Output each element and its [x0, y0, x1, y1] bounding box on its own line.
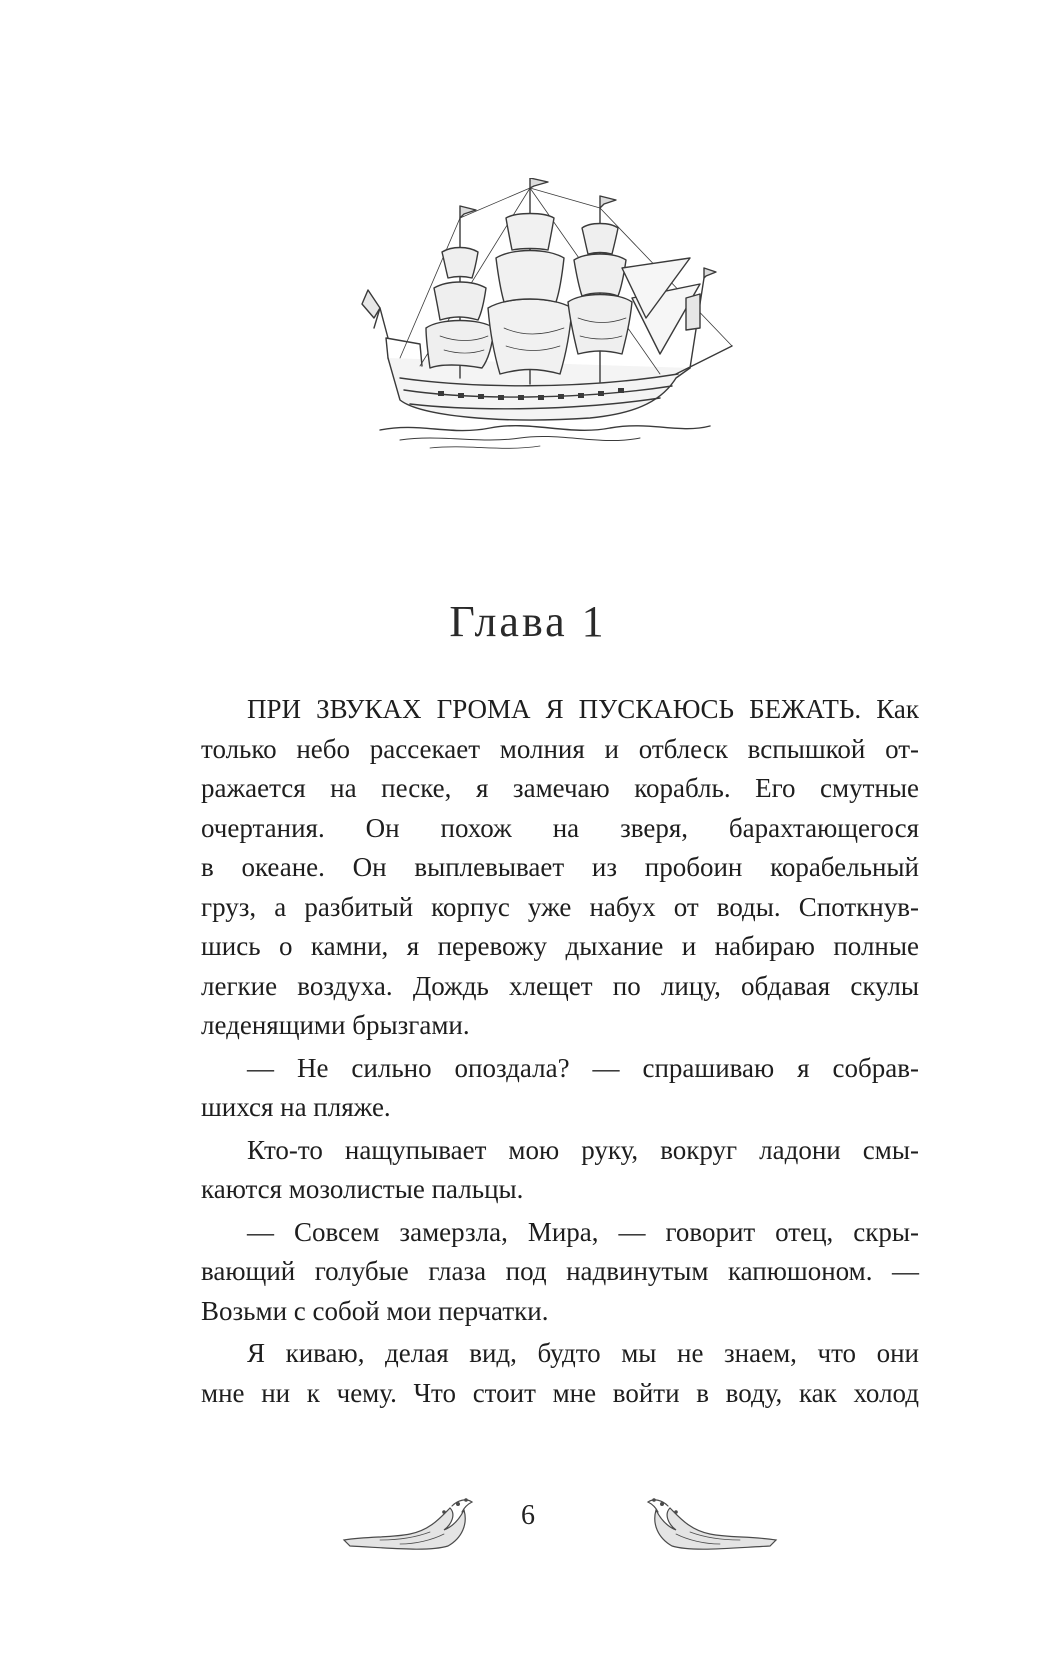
chapter-title: Глава 1 — [449, 597, 607, 646]
text-line: в океане. Он выплевывает из пробоин корабельный — [201, 852, 919, 882]
text-line: легкие воздуха. Дождь хлещет по лицу, обдавая скулы — [201, 970, 919, 1001]
text-line: очертания. Он похож на зверя, барахтающегося — [201, 812, 919, 843]
sailing-ship-illustration — [360, 178, 750, 478]
text-line: — Совсем замерзла, Мира, — говорит отец, скры- — [247, 1216, 919, 1247]
page-footer — [0, 1490, 1056, 1560]
text-line: груз, а разбитый корпус уже набух от воды. Споткнув- — [201, 891, 919, 922]
text-line: Возьми с собой мои перчатки. — [201, 1295, 549, 1326]
text-line: ПРИ ЗВУКАХ ГРОМА Я ПУСКАЮСЬ БЕЖАТЬ. Как — [247, 694, 919, 724]
text-line: Я киваю, делая вид, будто мы не знаем, что они — [247, 1338, 919, 1368]
text-line: вающий голубые глаза под надвинутым капюшоном. — — [201, 1256, 919, 1286]
text-line: только небо рассекает молния и отблеск вспышкой от- — [201, 733, 919, 764]
text-line: шихся на пляже. — [201, 1092, 391, 1122]
text-line: леденящими брызгами. — [201, 1010, 470, 1040]
text-line: — Не сильно опоздала? — спрашиваю я собрав- — [247, 1052, 919, 1083]
page-number: 6 — [521, 1500, 535, 1531]
wave-ornament-right — [630, 1490, 780, 1560]
text-line: Кто-то нащупывает мою руку, вокруг ладони смы- — [247, 1134, 919, 1165]
text-line: мне ни к чему. Что стоит мне войти в воду, как холод — [201, 1377, 919, 1408]
text-line: каются мозолистые пальцы. — [201, 1174, 524, 1204]
text-line: ражается на песке, я замечаю корабль. Его смутные — [201, 773, 919, 803]
text-line: шись о камни, я перевожу дыхание и набираю полные — [201, 931, 919, 961]
body-text — [201, 690, 919, 1413]
